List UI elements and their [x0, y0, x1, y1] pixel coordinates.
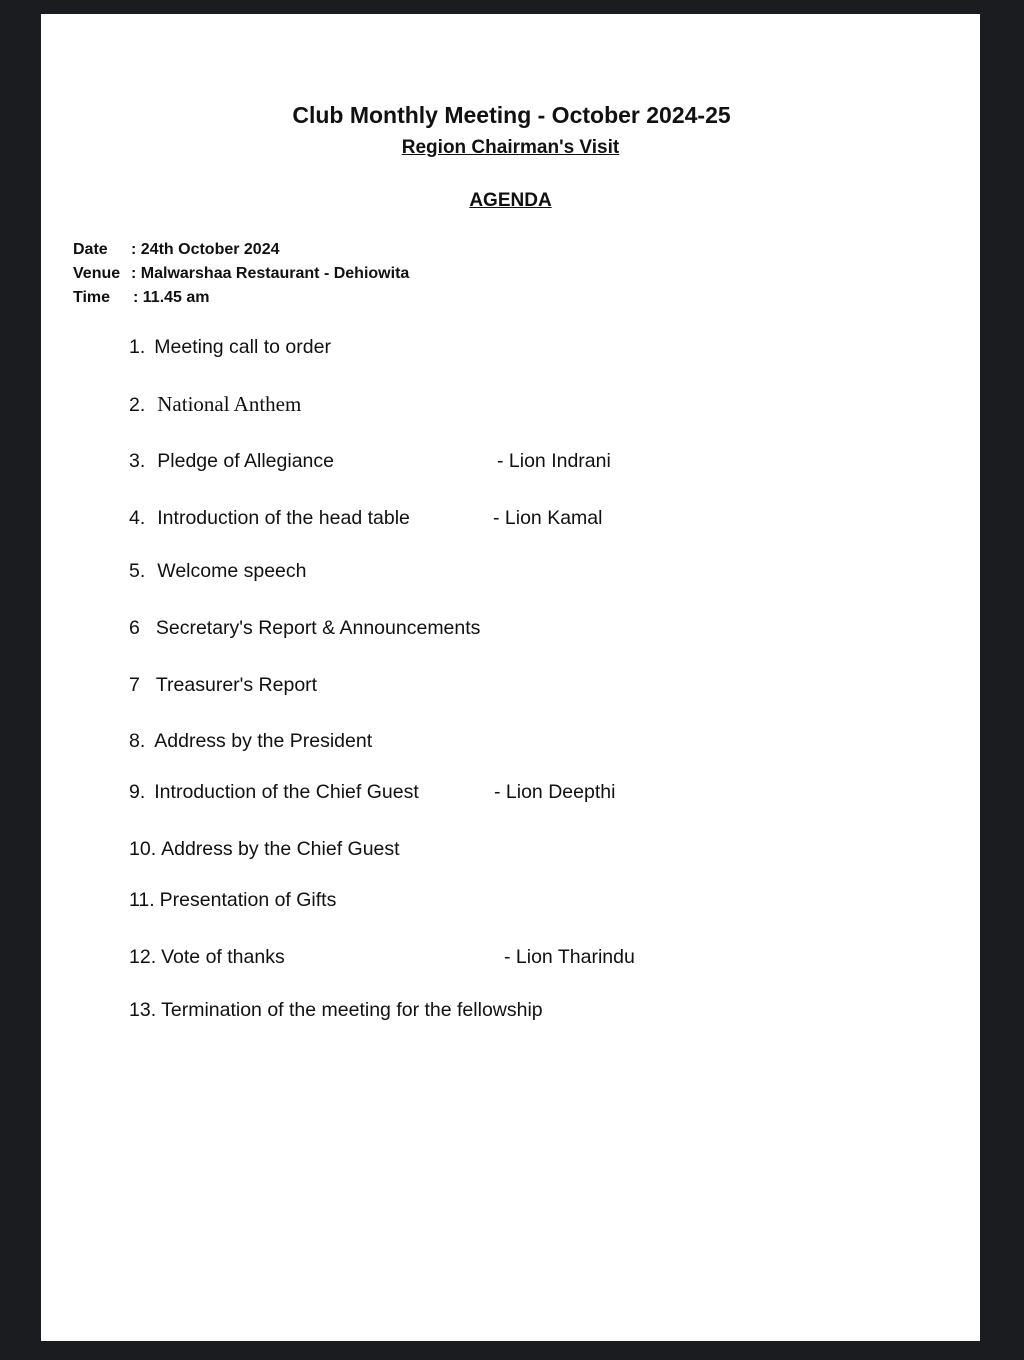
- agenda-item-number: 12.: [129, 946, 157, 968]
- agenda-item: [129, 999, 543, 1022]
- venue-value: : Malwarshaa Restaurant - Dehiowita: [131, 265, 410, 282]
- agenda-item-text: Treasurer's Report: [155, 674, 318, 696]
- agenda-item: [129, 730, 372, 753]
- agenda-item: [129, 674, 317, 697]
- agenda-item-text: Meeting call to order: [154, 336, 331, 358]
- agenda-item: [129, 336, 331, 359]
- agenda-item-presenter: - Lion Indrani: [497, 450, 611, 472]
- venue-label: Venue: [73, 265, 121, 282]
- agenda-item: [129, 560, 306, 583]
- agenda-item-text: Termination of the meeting for the fellowship: [161, 999, 543, 1021]
- date-row: [73, 241, 280, 259]
- document-title: Club Monthly Meeting - October 2024-25: [292, 102, 731, 128]
- agenda-item-number: 6: [129, 617, 140, 639]
- agenda-item-number: 8.: [129, 730, 146, 752]
- agenda-item-presenter: - Lion Deepthi: [494, 781, 616, 803]
- agenda-item: [129, 838, 400, 861]
- date-value: : 24th October 2024: [131, 241, 280, 258]
- agenda-item-text: Secretary's Report & Announcements: [155, 617, 481, 639]
- date-label: Date: [73, 241, 108, 258]
- agenda-item-number: 2.: [129, 394, 146, 416]
- agenda-item-text: Presentation of Gifts: [159, 889, 337, 911]
- agenda-item-text: National Anthem: [157, 392, 302, 416]
- agenda-item-number: 7: [129, 674, 140, 696]
- agenda-item-number: 3.: [129, 450, 146, 472]
- agenda-item: [129, 781, 419, 804]
- agenda-item-number: 9.: [129, 781, 146, 803]
- agenda-item: [129, 617, 480, 640]
- venue-row: [73, 265, 409, 283]
- agenda-item-text: Introduction of the head table: [157, 507, 410, 529]
- agenda-item-number: 4.: [129, 507, 146, 529]
- agenda-item-text: Welcome speech: [157, 560, 307, 582]
- agenda-item-text: Address by the President: [154, 730, 373, 752]
- agenda-item-text: Address by the Chief Guest: [161, 838, 400, 860]
- agenda-item-text: Vote of thanks: [161, 946, 285, 968]
- document-page: [41, 14, 980, 1341]
- time-label: Time: [73, 289, 111, 306]
- agenda-item: [129, 392, 301, 417]
- agenda-item-number: 13.: [129, 999, 157, 1021]
- agenda-item-presenter: - Lion Kamal: [493, 507, 603, 529]
- agenda-item: [129, 946, 285, 969]
- agenda-item-text: Introduction of the Chief Guest: [154, 781, 419, 803]
- agenda-item: [129, 889, 336, 912]
- agenda-item-number: 1.: [129, 336, 146, 358]
- agenda-item-number: 11.: [129, 889, 155, 911]
- agenda-item-number: 10.: [129, 838, 157, 860]
- agenda-item-number: 5.: [129, 560, 146, 582]
- agenda-item-text: Pledge of Allegiance: [157, 450, 334, 472]
- time-row: [73, 289, 210, 307]
- agenda-heading: AGENDA: [469, 190, 552, 211]
- time-value: : 11.45 am: [133, 289, 210, 306]
- agenda-item: [129, 450, 334, 473]
- agenda-item: [129, 507, 410, 530]
- agenda-item-presenter: - Lion Tharindu: [504, 946, 635, 968]
- document-subtitle: Region Chairman's Visit: [401, 137, 620, 158]
